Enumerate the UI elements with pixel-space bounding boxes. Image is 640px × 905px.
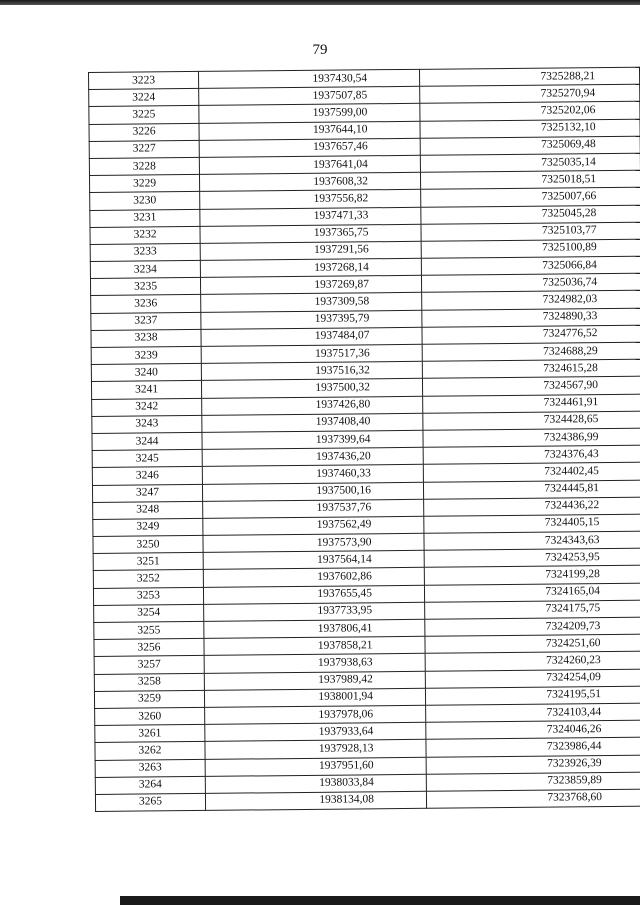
y-coordinate-cell: 7324461,91	[423, 394, 640, 413]
x-coordinate-cell: 1937644,10	[199, 121, 420, 140]
x-coordinate-cell: 1937268,14	[200, 258, 421, 277]
y-coordinate-cell: 7324254,09	[425, 669, 640, 688]
y-coordinate-cell: 7324436,22	[424, 497, 640, 516]
point-number-cell: 3259	[94, 690, 204, 708]
x-coordinate-cell: 1937516,32	[201, 361, 422, 380]
x-coordinate-cell: 1937989,42	[204, 671, 425, 690]
y-coordinate-cell: 7323986,44	[426, 737, 640, 756]
point-number-cell: 3235	[90, 278, 200, 296]
point-number-cell: 3260	[95, 707, 205, 725]
point-number-cell: 3239	[91, 346, 201, 364]
y-coordinate-cell: 7325035,14	[420, 153, 640, 172]
y-coordinate-cell: 7324103,44	[426, 703, 640, 722]
x-coordinate-cell: 1937806,41	[204, 619, 425, 638]
x-coordinate-cell: 1937500,32	[201, 379, 422, 398]
point-number-cell: 3249	[93, 518, 203, 536]
y-coordinate-cell: 7324428,65	[423, 411, 640, 430]
y-coordinate-cell: 7324890,33	[422, 308, 640, 327]
y-coordinate-cell: 7325270,94	[420, 84, 640, 103]
x-coordinate-cell: 1938134,08	[205, 791, 426, 810]
x-coordinate-cell: 1937978,06	[205, 705, 426, 724]
x-coordinate-cell: 1937556,82	[200, 190, 421, 209]
x-coordinate-cell: 1937517,36	[201, 344, 422, 363]
point-number-cell: 3226	[89, 123, 199, 141]
point-number-cell: 3230	[90, 192, 200, 210]
x-coordinate-cell: 1937365,75	[200, 224, 421, 243]
y-coordinate-cell: 7325288,21	[419, 67, 639, 86]
point-number-cell: 3265	[95, 793, 205, 811]
y-coordinate-cell: 7324199,28	[424, 566, 640, 585]
y-coordinate-cell: 7324688,29	[422, 342, 640, 361]
y-coordinate-cell: 7324260,23	[425, 652, 640, 671]
coordinates-table	[88, 67, 640, 812]
point-number-cell: 3254	[94, 604, 204, 622]
point-number-cell: 3229	[89, 175, 199, 193]
x-coordinate-cell: 1937291,56	[200, 241, 421, 260]
point-number-cell: 3261	[95, 725, 205, 743]
x-coordinate-cell: 1937599,00	[199, 104, 420, 123]
x-coordinate-cell: 1937399,64	[202, 430, 423, 449]
y-coordinate-cell: 7323768,60	[426, 789, 640, 808]
point-number-cell: 3241	[91, 381, 201, 399]
y-coordinate-cell: 7325132,10	[420, 119, 640, 138]
point-number-cell: 3237	[91, 312, 201, 330]
x-coordinate-cell: 1937657,46	[199, 138, 420, 157]
x-coordinate-cell: 1937436,20	[202, 447, 423, 466]
point-number-cell: 3256	[94, 639, 204, 657]
scan-edge-top	[0, 0, 640, 5]
y-coordinate-cell: 7324209,73	[425, 617, 640, 636]
x-coordinate-cell: 1937430,54	[198, 69, 419, 88]
y-coordinate-cell: 7324982,03	[422, 291, 640, 310]
point-number-cell: 3253	[93, 587, 203, 605]
point-number-cell: 3263	[95, 759, 205, 777]
point-number-cell: 3231	[90, 209, 200, 227]
y-coordinate-cell: 7324165,04	[424, 583, 640, 602]
y-coordinate-cell: 7324175,75	[425, 600, 640, 619]
y-coordinate-cell: 7323859,89	[426, 772, 640, 791]
x-coordinate-cell: 1937655,45	[203, 585, 424, 604]
point-number-cell: 3258	[94, 673, 204, 691]
x-coordinate-cell: 1937426,80	[202, 396, 423, 415]
page-number: 79	[312, 42, 328, 58]
x-coordinate-cell: 1937608,32	[199, 172, 420, 191]
point-number-cell: 3257	[94, 656, 204, 674]
x-coordinate-cell: 1937269,87	[200, 276, 421, 295]
x-coordinate-cell: 1937408,40	[202, 413, 423, 432]
x-coordinate-cell: 1937562,49	[203, 516, 424, 535]
y-coordinate-cell: 7324376,43	[423, 445, 640, 464]
y-coordinate-cell: 7324343,63	[424, 531, 640, 550]
y-coordinate-cell: 7324386,99	[423, 428, 640, 447]
x-coordinate-cell: 1937395,79	[201, 310, 422, 329]
point-number-cell: 3255	[94, 621, 204, 639]
point-number-cell: 3248	[93, 501, 203, 519]
y-coordinate-cell: 7324615,28	[422, 359, 640, 378]
y-coordinate-cell: 7325045,28	[421, 205, 640, 224]
point-number-cell: 3252	[93, 570, 203, 588]
point-number-cell: 3247	[92, 484, 202, 502]
x-coordinate-cell: 1937858,21	[204, 636, 425, 655]
x-coordinate-cell: 1937573,90	[203, 533, 424, 552]
x-coordinate-cell: 1937933,64	[205, 722, 426, 741]
x-coordinate-cell: 1937471,33	[200, 207, 421, 226]
point-number-cell: 3246	[92, 467, 202, 485]
point-number-cell: 3234	[90, 260, 200, 278]
x-coordinate-cell: 1937484,07	[201, 327, 422, 346]
y-coordinate-cell: 7325202,06	[420, 102, 640, 121]
point-number-cell: 3240	[91, 364, 201, 382]
y-coordinate-cell: 7324402,45	[423, 463, 640, 482]
point-number-cell: 3227	[89, 140, 199, 158]
point-number-cell: 3262	[95, 742, 205, 760]
x-coordinate-cell: 1938001,94	[204, 688, 425, 707]
x-coordinate-cell: 1938033,84	[205, 774, 426, 793]
point-number-cell: 3225	[89, 106, 199, 124]
x-coordinate-cell: 1937537,76	[203, 499, 424, 518]
point-number-cell: 3236	[91, 295, 201, 313]
y-coordinate-cell: 7324195,51	[425, 686, 640, 705]
point-number-cell: 3244	[92, 432, 202, 450]
y-coordinate-cell: 7325007,66	[421, 188, 640, 207]
y-coordinate-cell: 7324445,81	[423, 480, 640, 499]
x-coordinate-cell: 1937460,33	[202, 465, 423, 484]
scan-edge-bottom	[120, 896, 640, 905]
point-number-cell: 3224	[89, 89, 199, 107]
x-coordinate-cell: 1937928,13	[205, 740, 426, 759]
coordinates-table-wrapper	[88, 67, 640, 812]
point-number-cell: 3238	[91, 329, 201, 347]
point-number-cell: 3264	[95, 776, 205, 794]
x-coordinate-cell: 1937309,58	[201, 293, 422, 312]
point-number-cell: 3250	[93, 535, 203, 553]
point-number-cell: 3242	[92, 398, 202, 416]
x-coordinate-cell: 1937564,14	[203, 551, 424, 570]
y-coordinate-cell: 7325036,74	[421, 273, 640, 292]
x-coordinate-cell: 1937602,86	[203, 568, 424, 587]
y-coordinate-cell: 7324046,26	[426, 720, 640, 739]
y-coordinate-cell: 7324776,52	[422, 325, 640, 344]
point-number-cell: 3223	[89, 71, 199, 89]
y-coordinate-cell: 7325100,89	[421, 239, 640, 258]
point-number-cell: 3243	[92, 415, 202, 433]
y-coordinate-cell: 7324567,90	[422, 377, 640, 396]
y-coordinate-cell: 7325069,48	[420, 136, 640, 155]
point-number-cell: 3228	[89, 157, 199, 175]
y-coordinate-cell: 7324405,15	[424, 514, 640, 533]
y-coordinate-cell: 7325018,51	[420, 170, 640, 189]
y-coordinate-cell: 7323926,39	[426, 755, 640, 774]
x-coordinate-cell: 1937951,60	[205, 757, 426, 776]
x-coordinate-cell: 1937641,04	[199, 155, 420, 174]
point-number-cell: 3251	[93, 553, 203, 571]
x-coordinate-cell: 1937938,63	[204, 654, 425, 673]
point-number-cell: 3233	[90, 243, 200, 261]
x-coordinate-cell: 1937500,16	[202, 482, 423, 501]
y-coordinate-cell: 7325066,84	[421, 256, 640, 275]
point-number-cell: 3232	[90, 226, 200, 244]
y-coordinate-cell: 7324251,60	[425, 634, 640, 653]
y-coordinate-cell: 7325103,77	[421, 222, 640, 241]
x-coordinate-cell: 1937733,95	[204, 602, 425, 621]
y-coordinate-cell: 7324253,95	[424, 548, 640, 567]
coordinates-table-body	[89, 67, 640, 811]
point-number-cell: 3245	[92, 450, 202, 468]
x-coordinate-cell: 1937507,85	[199, 87, 420, 106]
